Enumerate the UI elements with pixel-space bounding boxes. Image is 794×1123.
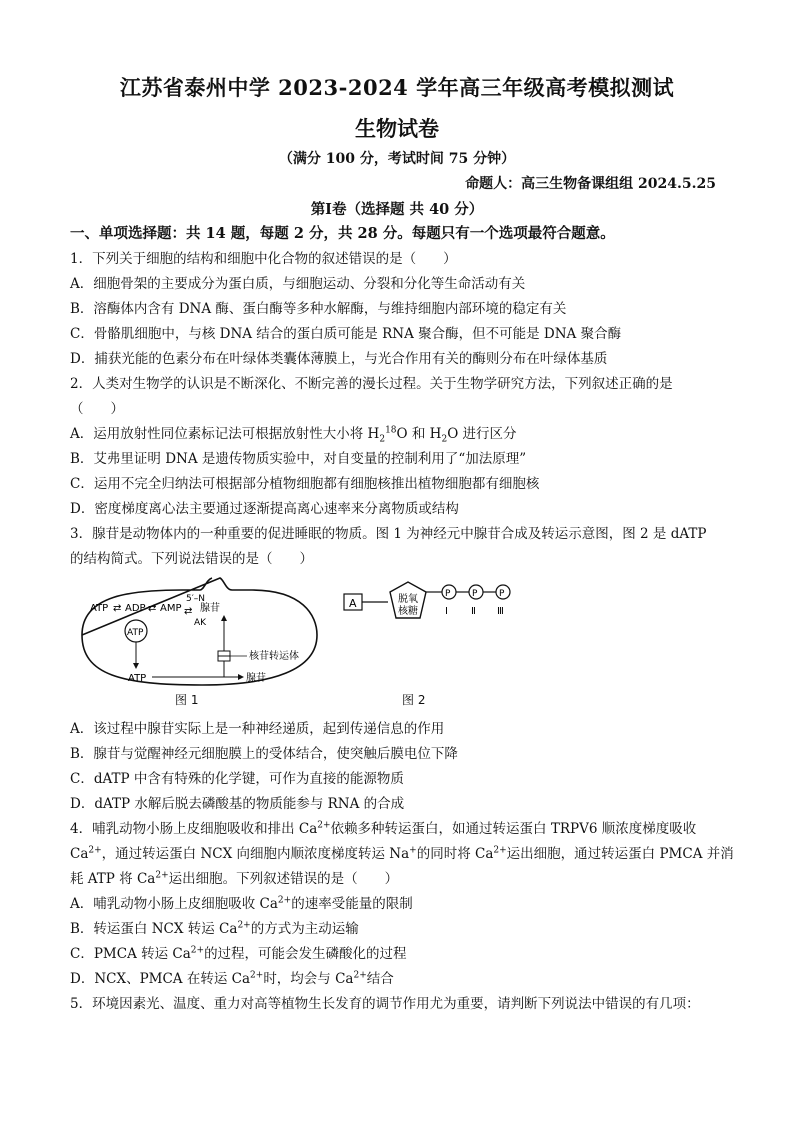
fig2-p3: P [499,589,505,599]
figure-2-caption: 图 2 [402,693,426,707]
fig2-label-3: Ⅲ [497,606,504,617]
q4-stem-2: $Ca^{2+}$，通过转运蛋白 NCX 向细胞内顺浓度梯度转运 Na+的同时将 $Ca^{2+}$运出细胞，通过转运蛋白 PMCA 并消 [70,845,734,862]
q1-stem: 1．下列关于细胞的结构和细胞中化合物的叙述错误的是（ ） [70,251,457,267]
section-heading: 一、单项选择题：共 14 题，每题 2 分，共 28 分。每题只有一个选项最符合题意。 [70,225,615,242]
fig2-sugar-2: 核糖 [398,606,418,617]
fig1-amp: AMP [160,603,182,614]
exam-subtitle: 生物试卷 [355,116,439,141]
fig1-transporter: 核苷转运体 [249,651,299,662]
fig2-label-1: Ⅰ [445,606,448,617]
fig1-atp-circle: ATP [127,628,144,638]
figure-1-caption: 图 1 [175,693,199,707]
fig2-label-2: Ⅱ [471,606,476,617]
q2-option-d: D．密度梯度离心法主要通过逐渐提高离心速率来分离物质或结构 [70,501,459,517]
q3-stem-2: 的结构简式。下列说法错误的是（ ） [70,551,313,567]
q4-stem-3: 耗 ATP 将 $Ca^{2+}$运出细胞。下列叙述错误的是（ ） [70,870,399,887]
q2-option-c: C．运用不完全归纳法可根据部分植物细胞都有细胞核推出植物细胞都有细胞核 [70,476,540,492]
exam-info: （满分 100 分，考试时间 75 分钟） [278,151,516,167]
q3-option-b: B．腺苷与觉醒神经元细胞膜上的受体结合，使突触后膜电位下降 [70,746,458,762]
fig2-p2: P [472,589,478,599]
part-heading: 第Ⅰ卷（选择题 共 40 分） [310,201,484,218]
q1-option-a: A．细胞骨架的主要成分为蛋白质，与细胞运动、分裂和分化等生命活动有关 [70,276,526,292]
q4-option-c: C．PMCA 转运 $Ca^{2+}$的过程，可能会发生磷酸化的过程 [70,945,407,962]
q4-option-a: A．哺乳动物小肠上皮细胞吸收 $Ca^{2+}$的速率受能量的限制 [70,895,413,912]
fig2-p1: P [445,589,451,599]
exam-title: 江苏省泰州中学 2023-2024 学年高三年级高考模拟测试 [119,75,675,100]
exam-author: 命题人：高三生物备课组组 2024.5.25 [465,176,716,192]
fig1-adenosine-out: 腺苷 [246,673,266,684]
figure-2-svg [342,580,532,650]
svg-text:⇄: ⇄ [184,606,193,617]
fig1-adenosine-in: 腺苷 [200,603,220,614]
fig2-base: A [349,597,357,610]
q3-stem: 3．腺苷是动物体内的一种重要的促进睡眠的物质。图 1 为神经元中腺苷合成及转运示意图，图 2 是 dATP [70,526,707,542]
q3-option-d: D．dATP 水解后脱去磷酸基的物质能参与 RNA 的合成 [70,796,405,812]
q5-stem: 5．环境因素光、温度、重力对高等植物生长发育的调节作用尤为重要，请判断下列说法中错误的有几项： [70,996,700,1012]
fig2-sugar-1: 脱氧 [398,594,418,605]
q1-option-d: D．捕获光能的色素分布在叶绿体类囊体薄膜上，与光合作用有关的酶则分布在叶绿体基质 [70,351,608,367]
q3-option-a: A．该过程中腺苷实际上是一种神经递质，起到传递信息的作用 [70,721,445,737]
svg-text:⇄: ⇄ [148,603,157,614]
svg-text:⇄: ⇄ [113,603,122,614]
figure-1-svg [72,575,342,695]
q1-option-b: B．溶酶体内含有 DNA 酶、蛋白酶等多种水解酶，与维持细胞内部环境的稳定有关 [70,301,567,317]
fig1-enzyme-ak: AK [194,618,207,628]
q2-option-a: A．运用放射性同位素标记法可根据放射性大小将 $H_2^{18}O$ 和 $H_2O$ 进行区分 [70,425,517,445]
q4-stem-1: 4．哺乳动物小肠上皮细胞吸收和排出 $Ca^{2+}$依赖多种转运蛋白，如通过转运蛋白 TRPV6 顺浓度梯度吸收 [70,820,697,837]
q4-option-b: B．转运蛋白 NCX 转运 $Ca^{2+}$的方式为主动运输 [70,920,359,937]
q1-option-c: C．骨骼肌细胞中，与核 DNA 结合的蛋白质可能是 RNA 聚合酶，但不可能是 DNA 聚合酶 [70,326,622,342]
fig1-atp-out: ATP [128,673,147,684]
q3-option-c: C．dATP 中含有特殊的化学键，可作为直接的能源物质 [70,771,404,787]
q2-option-b: B．艾弗里证明 DNA 是遗传物质实验中，对自变量的控制利用了“加法原理” [70,451,527,467]
q2-stem-bracket: （ ） [70,401,124,417]
fig1-enzyme-5n: 5′–N [186,594,206,604]
fig1-adp: ADP [125,603,146,614]
fig1-atp-left: ATP [90,603,109,614]
figure-2-datp [342,580,532,650]
figure-1-neuron [72,575,342,695]
q4-option-d: D．NCX、PMCA 在转运 $Ca^{2+}$时，均会与 $Ca^{2+}$结合 [70,970,394,987]
q2-stem: 2．人类对生物学的认识是不断深化、不断完善的漫长过程。关于生物学研究方法，下列叙述正确的是 [70,376,673,392]
